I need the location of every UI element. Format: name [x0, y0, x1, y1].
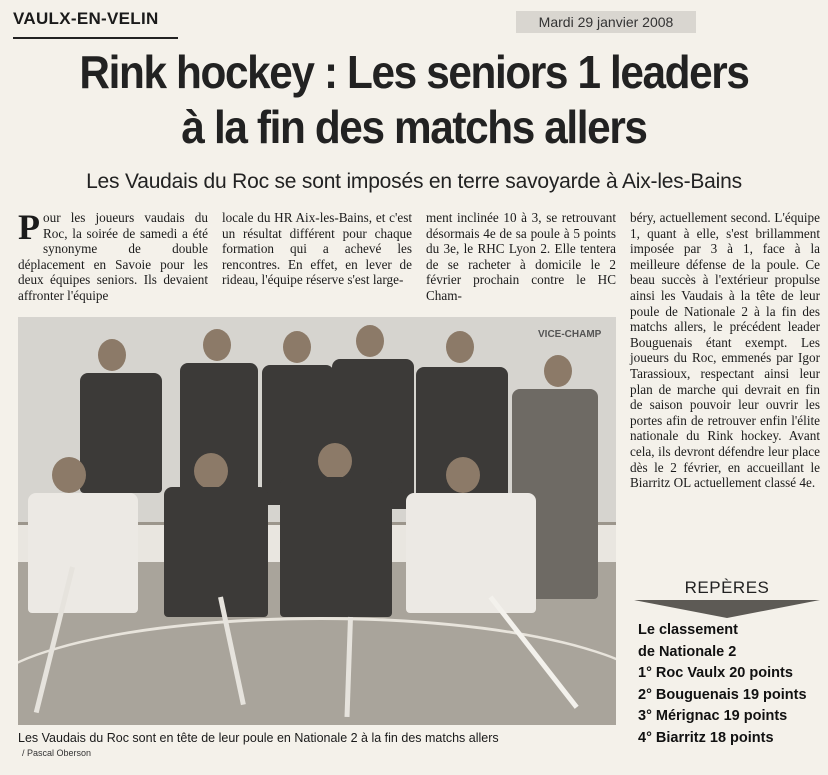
player-head: [98, 339, 126, 371]
publication-date: Mardi 29 janvier 2008: [516, 11, 696, 33]
goalkeeper-head: [446, 457, 480, 493]
photo-caption: Les Vaudais du Roc sont en tête de leur poule en Nationale 2 à la fin des matchs allers: [18, 731, 499, 745]
coach-head: [544, 355, 572, 387]
article-column-4: béry, actuellement second. L'équipe 1, quant à elle, s'est brillamment imposée par 3 à 1, face à la meilleure défense de la poule. Ce beau succès à l'extérieur propulse ainsi les Vaudais à la tête de leur poule de Nationale 2 à la fin des matchs allers, le précédent leader Bouguenais étant exempt. Les joueurs du Roc, emmenés par Igor Tarassioux, respectant ainsi leur plan de marche qui devrait en fin de saison pouvoir leur ouvrir les portes afin de retrouver enfin l'élite nationale du Rink hockey. Avant cela, ils devront défendre leur place dès le 2 février, en accueillant le Biarritz OL actuellement classé 4e.: [630, 210, 820, 491]
headline: [33, 45, 795, 155]
player-head: [203, 329, 231, 361]
reperes-arrow: [634, 600, 820, 618]
player-back-1: [80, 373, 162, 493]
standing-row: 4° Biarritz 18 points: [638, 729, 774, 746]
player-head: [446, 331, 474, 363]
article-column-1: [18, 207, 208, 304]
reperes-line: Le classement: [638, 622, 738, 638]
standing-row: 3° Mérignac 19 points: [638, 708, 788, 724]
reperes-title: REPÈRES: [684, 578, 770, 597]
player-front-2: [164, 487, 268, 617]
player-head: [356, 325, 384, 357]
article-column-3: ment inclinée 10 à 3, se retrouvant désormais 4e de sa poule à 5 points du 3e, le RHC Lyon 2. Elle tentera de se racheter à domicile le 2 février prochain contre le HC Cham-: [426, 210, 616, 303]
headline-line-2: à la fin des matchs allers: [181, 101, 647, 153]
player-front-1: [28, 493, 138, 613]
section-city-label: VAULX-EN-VELIN: [13, 7, 178, 39]
reperes-box: [634, 620, 820, 749]
standing-row: 1° Roc Vaulx 20 points: [638, 665, 793, 681]
player-front-3: [280, 477, 392, 617]
player-head: [52, 457, 86, 493]
standing-row: 2° Bouguenais 19 points: [638, 686, 807, 703]
subheadline: Les Vaudais du Roc se sont imposés en terre savoyarde à Aix-les-Bains: [86, 170, 742, 193]
article-column-2: locale du HR Aix-les-Bains, et c'est un résultat différent pour chaque formation qui a achevé les rencontres. En effet, en lever de rideau, l'équipe réserve s'est large-: [222, 210, 412, 288]
team-photo: [18, 317, 616, 725]
photo-credit: / Pascal Oberson: [22, 748, 92, 758]
headline-line-1: Rink hockey : Les seniors 1 leaders: [79, 46, 749, 98]
player-head: [318, 443, 352, 479]
goalkeeper: [406, 493, 536, 613]
photo-banner-text: VICE-CHAMP: [538, 329, 602, 340]
article-column-1-text: our les joueurs vaudais du Roc, la soirée de samedi a été synonyme de double déplacement en Savoie pour les deux équipes seniors. Ils devaient affronter l'équipe: [18, 210, 208, 303]
reperes-line: de Nationale 2: [638, 643, 737, 660]
player-head: [283, 331, 311, 363]
drop-cap: P: [18, 207, 40, 247]
player-head: [194, 453, 228, 489]
